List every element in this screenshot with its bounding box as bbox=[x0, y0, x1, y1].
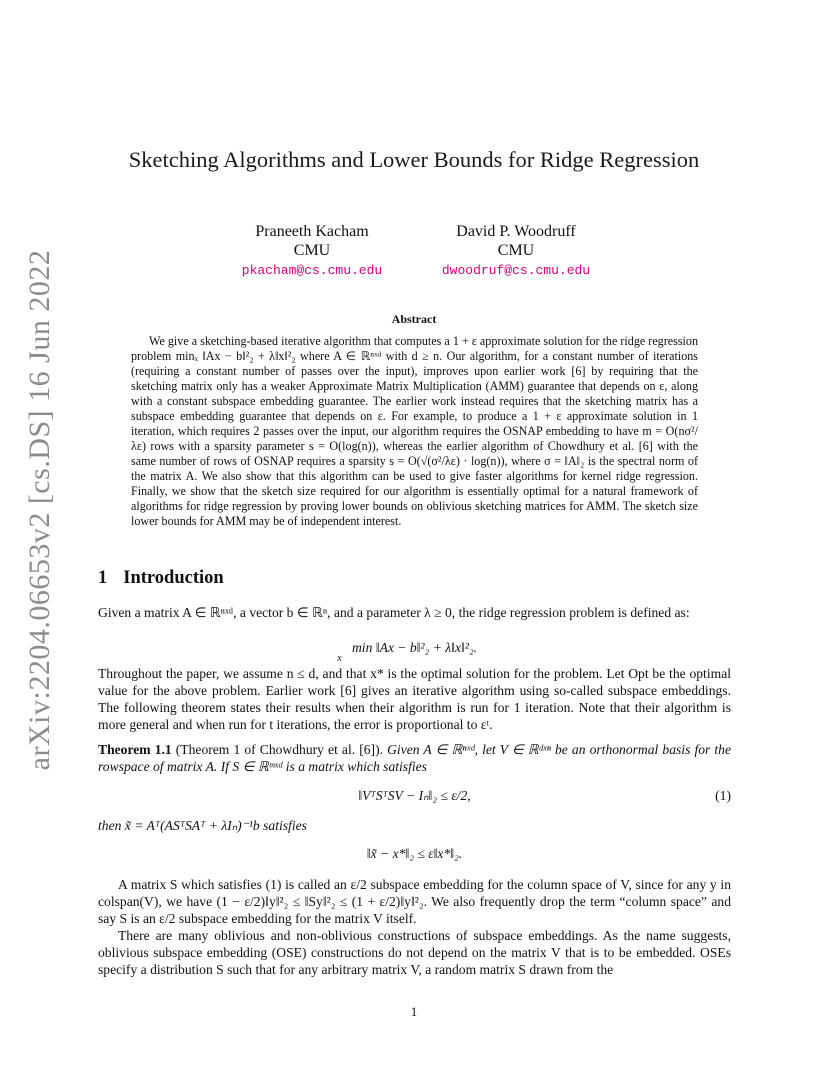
theorem-block bbox=[98, 741, 731, 775]
paragraph-text: then x̃ = Aᵀ(ASᵀSAᵀ + λIₙ)⁻¹b satisfies bbox=[98, 818, 307, 833]
paragraph-text: Given a matrix A ∈ ℝⁿˣᵈ, a vector b ∈ ℝⁿ, and a parameter λ ≥ 0, the ridge regression problem is defined as: bbox=[98, 605, 690, 620]
author-email-link[interactable]: dwoodruf@cs.cmu.edu bbox=[441, 263, 591, 278]
author-name: David P. Woodruff bbox=[456, 223, 576, 240]
arxiv-watermark bbox=[16, 60, 64, 960]
equation-1 bbox=[98, 788, 731, 804]
intro-paragraph-2 bbox=[98, 665, 731, 733]
author-email-link[interactable]: pkacham@cs.cmu.edu bbox=[241, 263, 383, 278]
intro-paragraph-4 bbox=[98, 927, 731, 978]
intro-paragraph-3 bbox=[98, 876, 731, 927]
paragraph-text: A matrix S which satisfies (1) is called an ε/2 subspace embedding for the column space of V, since for any y in colspan(V), we have (1 − ε/2)‖y‖²₂ ≤ ‖Sy‖²₂ ≤ (1 + ε/2)‖y‖²₂. We also frequently drop the term “column space” and say S is an ε/2 subspace embedding for the matrix V itself. bbox=[98, 877, 731, 926]
paragraph-text: There are many oblivious and non-oblivious constructions of subspace embeddings. As the name suggests, oblivious subspace embedding (OSE) constructions do not depend on the matrix V that is to be embedded. OSEs specify a distribution S such that for any arbitrary matrix V, a random matrix S drawn from the bbox=[98, 928, 731, 977]
section-title: Introduction bbox=[123, 568, 224, 588]
author-block bbox=[202, 222, 422, 280]
theorem-conclusion bbox=[98, 817, 731, 834]
equation-text: min ‖Ax − b‖²₂ + λ‖x‖²₂. bbox=[351, 640, 478, 655]
page-number: 1 bbox=[410, 1004, 418, 1019]
section-heading bbox=[98, 568, 224, 589]
intro-paragraph-1 bbox=[98, 604, 731, 621]
author-affiliation: CMU bbox=[497, 242, 535, 259]
equation-text: ‖VᵀSᵀSV − Iₙ‖₂ ≤ ε/2, bbox=[358, 788, 471, 803]
ridge-objective-equation bbox=[98, 640, 731, 664]
equation-number: (1) bbox=[715, 788, 731, 803]
equation-text: ‖x̃ − x*‖₂ ≤ ε‖x*‖₂. bbox=[366, 846, 463, 861]
abstract-text: We give a sketching-based iterative algorithm that computes a 1 + ε approximate solution for the ridge regression problem minₓ ‖Ax − b‖²₂ + λ‖x‖²₂ where A ∈ ℝⁿˣᵈ with d ≥ n. Our algorithm, for a constant number of iterations (requiring a constant number of passes over the input), improves upon earlier work [6] by requiring that the sketching matrix only has a weaker Approximate Matrix Multiplication (AMM) guarantee that depends on ε, along with a constant subspace embedding guarantee. The earlier work instead requires that the sketching matrix has a subspace embedding guarantee that depends on ε. For example, to produce a 1 + ε approximate solution in 1 iteration, which requires 2 passes over the input, our algorithm requires the OSNAP embedding to have m = O(nσ²/λε) rows with a sparsity parameter s = O(log(n)), whereas the earlier algorithm of Chowdhury et al. [6] with the same number of rows of OSNAP requires a sparsity s = O(√(σ²/λε) · log(n)), where σ = ‖A‖₂ is the spectral norm of the matrix A. We also show that this algorithm can be used to give faster algorithms for kernel ridge regression. Finally, we show that the sketch size required for our algorithm is essentially optimal for a natural framework of algorithms for ridge regression by proving lower bounds on oblivious sketching matrices for AMM. The sketch size lower bounds for AMM may be of independent interest. bbox=[131, 334, 698, 528]
arxiv-identifier[interactable]: arXiv:2204.06653v2 [cs.DS] 16 Jun 2022 bbox=[23, 249, 56, 771]
section-number: 1 bbox=[98, 568, 108, 588]
author-name: Praneeth Kacham bbox=[255, 223, 369, 240]
equation-subscript: x bbox=[337, 653, 342, 664]
abstract-body bbox=[131, 334, 698, 529]
equation-2 bbox=[98, 846, 731, 862]
author-affiliation: CMU bbox=[293, 242, 331, 259]
theorem-reference: (Theorem 1 of Chowdhury et al. [6]). bbox=[175, 742, 384, 757]
paragraph-text: Throughout the paper, we assume n ≤ d, and that x* is the optimal solution for the problem. Let Opt be the optimal value for the above problem. Earlier work [6] gives an iterative algorithm using so-called subspace embeddings. The following theorem states their results when their algorithm is run for 1 iteration. Note that their algorithm is more general and when run for t iterations, the error is proportional to εᵗ. bbox=[98, 666, 731, 732]
paper-title: Sketching Algorithms and Lower Bounds for Ridge Regression bbox=[128, 147, 700, 172]
theorem-statement: Given A ∈ ℝⁿˣᵈ, let V ∈ ℝᵈˣⁿ be an orthonormal basis for the rowspace of matrix A. If S ∈ ℝᵐˣᵈ is a matrix which satisfies bbox=[98, 742, 732, 774]
theorem-heading: Theorem 1.1 bbox=[98, 742, 172, 757]
author-block bbox=[406, 222, 626, 280]
abstract-heading: Abstract bbox=[391, 312, 437, 326]
